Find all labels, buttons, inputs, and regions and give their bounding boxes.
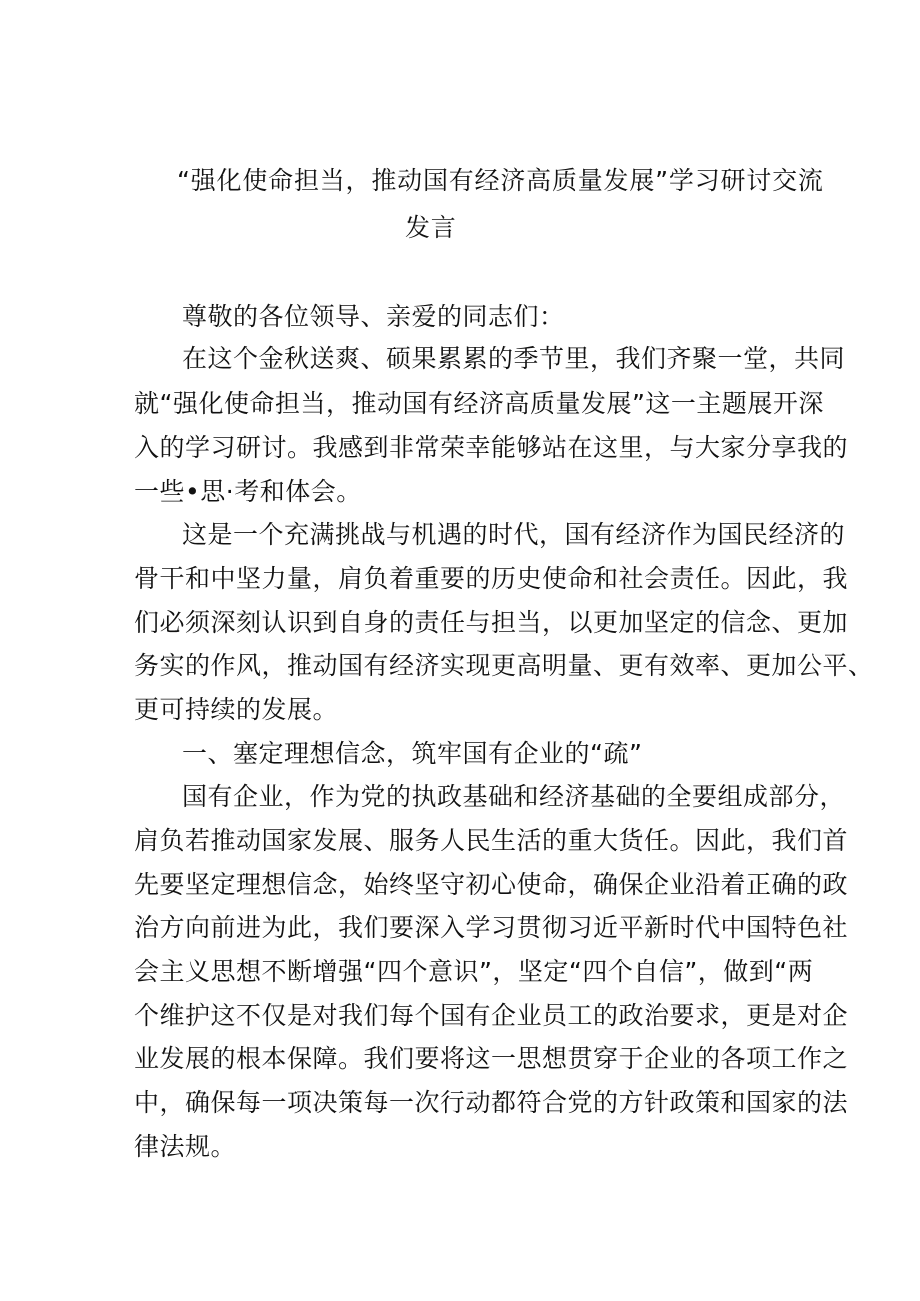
paragraph-2-line-1: 这是一个充满挑战与机遇的时代，国有经济作为国民经济的 <box>182 520 846 549</box>
paragraph-3-line-5: 会主义思想不断增强“四个意识”，坚定“四个自信”，做到“两 <box>134 957 814 986</box>
paragraph-3-line-7: 业发展的根本保障。我们要将这一思想贯穿于企业的各项工作之 <box>134 1044 849 1073</box>
paragraph-2-line-5: 更可持续的发展。 <box>134 695 339 724</box>
paragraph-3-line-4: 治方向前进为此，我们要深入学习贯彻习近平新时代中国特色社 <box>134 913 849 942</box>
title-line-2: 发言 <box>405 213 457 242</box>
paragraph-3-line-1: 国有企业，作为党的执政基础和经济基础的全要组成部分， <box>182 782 846 811</box>
section-heading-1: 一、塞定理想信念，筑牢国有企业的“疏” <box>182 739 643 768</box>
paragraph-3-line-9: 律法规。 <box>134 1132 237 1161</box>
title-line-1: “强化使命担当，推动国有经济高质量发展”学习研讨交流 <box>177 166 824 195</box>
paragraph-3-line-2: 肩负若推动国家发展、服务人民生活的重大货任。因此，我们首 <box>134 826 849 855</box>
paragraph-3-line-8: 中，确保每一项决策每一次行动都符合党的方针政策和国家的法 <box>134 1088 849 1117</box>
paragraph-3-line-3: 先要坚定理想信念，始终坚守初心使命，确保企业沿着正确的政 <box>134 870 849 899</box>
paragraph-2-line-2: 骨干和中坚力量，肩负着重要的历史使命和社会责任。因此，我 <box>134 564 849 593</box>
paragraph-1-line-4: 一些•思·考和体会。 <box>134 477 362 506</box>
paragraph-3-line-6: 个维护这不仅是对我们每个国有企业员工的政治要求，更是对企 <box>134 1001 849 1030</box>
paragraph-2-line-3: 们必须深刻认识到自身的责任与担当，以更加坚定的信念、更加 <box>134 608 849 637</box>
paragraph-2-line-4: 务实的作风，推动国有经济实现更高明量、更有效率、更加公平、 <box>134 651 874 680</box>
paragraph-1-line-2: 就“强化使命担当，推动国有经济高质量发展”这一主题展开深 <box>134 389 824 418</box>
paragraph-1-line-3: 入的学习研讨。我感到非常荣幸能够站在这里，与大家分享我的 <box>134 433 849 462</box>
salutation: 尊敬的各位领导、亲爱的同志们： <box>182 302 565 331</box>
paragraph-1-line-1: 在这个金秋送爽、硕果累累的季节里，我们齐聚一堂，共同 <box>182 344 846 373</box>
